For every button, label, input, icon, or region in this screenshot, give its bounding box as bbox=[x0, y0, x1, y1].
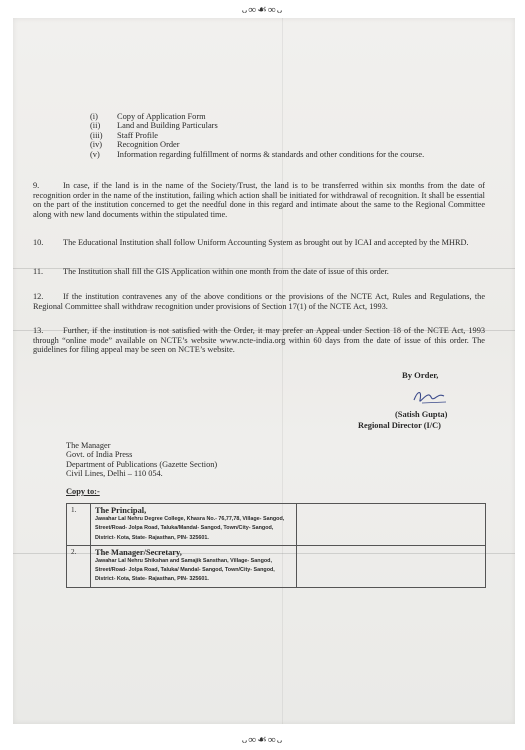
table-row bbox=[67, 504, 486, 546]
copy-to-table bbox=[66, 503, 486, 588]
list-item bbox=[90, 131, 485, 140]
list-text: Recognition Order bbox=[117, 140, 180, 150]
list-number: (iv) bbox=[90, 140, 103, 150]
list-item bbox=[90, 150, 485, 159]
address-line: Department of Publications (Gazette Section) bbox=[66, 459, 218, 469]
paragraph-text: Further, if the institution is not satisfied with the Order, it may prefer an Appeal under Section 18 of the NCTE Act, 1993 through “online mode” available on NCTE’s website www.ncte-india.org within 60 days from the date of issue of this order. The guidelines for filing appeal may be seen on NCTE’s website. bbox=[33, 326, 485, 355]
paragraph-11 bbox=[33, 267, 485, 277]
recipient-name: The Manager/Secretary, bbox=[95, 547, 182, 557]
recipient-cell bbox=[91, 545, 297, 587]
list-number: (iii) bbox=[90, 130, 103, 140]
paragraph-number: 10. bbox=[33, 238, 44, 247]
paragraph-12 bbox=[33, 292, 485, 311]
by-order-label: By Order, bbox=[402, 370, 439, 380]
list-number: (v) bbox=[90, 149, 100, 159]
paragraph-number: 9. bbox=[33, 181, 40, 190]
address-line: The Manager bbox=[66, 441, 111, 450]
recipient-name: The Principal, bbox=[95, 506, 147, 515]
paragraph-text: In case, if the land is in the name of the Society/Trust, the land is to be transferred within six months from the date of recognition order in the name of the institution, failing which action shall be initiated for withdrawal of recognition. It shall be essential on the part of the institution concerned to get the needful done in this regard and intimate about the same to the Regional Committee along with new land documents within the stipulated time. bbox=[33, 181, 485, 219]
list-text: Staff Profile bbox=[117, 130, 159, 140]
paragraph-text: The Institution shall fill the GIS Application within one month from the date of issue of this order. bbox=[63, 267, 389, 276]
paragraph-9 bbox=[33, 181, 485, 219]
paragraph-number: 12. bbox=[33, 292, 44, 301]
list-text: Information regarding fulfillment of norms & standards and other conditions for the course. bbox=[117, 149, 425, 159]
paragraph-text: If the institution contravenes any of the above conditions or the provisions of the NCTE Act, Rules and Regulations, the Regional Committee shall withdraw recognition under provisions of Section 17(1) of the NCTE Act, 1993. bbox=[33, 292, 485, 311]
row-number: 1. bbox=[67, 504, 91, 546]
paragraph-text: The Educational Institution shall follow Uniform Accounting System as brought out by ICAI and accepted by the MHRD. bbox=[63, 238, 469, 247]
list-item bbox=[90, 112, 485, 121]
copy-to-label: Copy to:- bbox=[66, 487, 100, 496]
recipient-details: Jawahar Lal Nehru Shikshan and Samajik Sansthan, Village- Sangod, Street/Road- Jolpa Road, Taluka/ Mandal- Sangod, Town/City- Sangod, District- Kota, State- Rajasthan, PIN- 325601. bbox=[95, 558, 275, 583]
list-text: Land and Building Particulars bbox=[117, 121, 218, 131]
paragraph-13 bbox=[33, 326, 485, 355]
table-row bbox=[67, 545, 486, 587]
list-item bbox=[90, 140, 485, 149]
recipient-address bbox=[66, 441, 217, 478]
signatory-title: Regional Director (I/C) bbox=[358, 421, 441, 430]
list-number: (i) bbox=[90, 112, 98, 121]
paragraph-number: 11. bbox=[33, 267, 44, 276]
list-number: (ii) bbox=[90, 121, 101, 131]
row-number: 2. bbox=[67, 545, 91, 587]
top-ornament: ᴗ∞☙∞ᴗ bbox=[241, 4, 284, 16]
paragraph-10 bbox=[33, 238, 485, 248]
handwritten-signature bbox=[410, 386, 450, 408]
recipient-details: Jawahar Lal Nehru Degree College, Khasra No.- 76,77,78, Village- Sangod, Street/Road- Jolpa Road, Taluka/Mandal- Sangod, Town/City- Sangod, District- Kota, State- Rajasthan, PIN- 325601. bbox=[95, 516, 285, 541]
signatory-name: (Satish Gupta) bbox=[395, 410, 448, 419]
paragraph-number: 13. bbox=[33, 326, 44, 335]
empty-cell bbox=[297, 545, 486, 587]
list-text: Copy of Application Form bbox=[117, 112, 206, 121]
bottom-ornament: ᴗ∞☙∞ᴗ bbox=[241, 734, 284, 746]
recipient-cell bbox=[91, 504, 297, 546]
list-item bbox=[90, 121, 485, 130]
attachment-list bbox=[90, 112, 485, 159]
empty-cell bbox=[297, 504, 486, 546]
address-line: Govt. of India Press bbox=[66, 450, 133, 460]
address-line: Civil Lines, Delhi – 110 054. bbox=[66, 468, 163, 478]
